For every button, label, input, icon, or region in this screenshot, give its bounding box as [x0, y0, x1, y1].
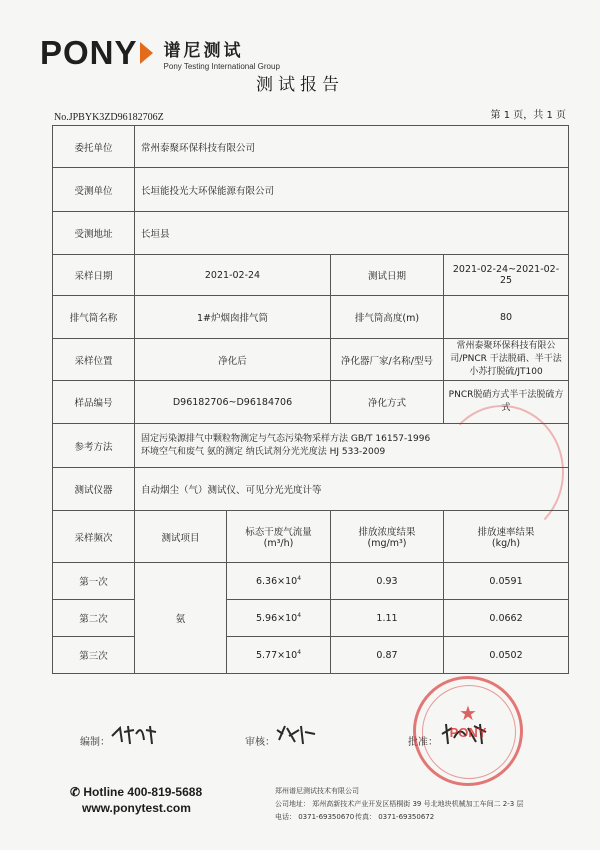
- rate-cell: 0.0591: [444, 563, 569, 600]
- sample-number-label: 样品编号: [53, 381, 135, 424]
- table-row: [53, 563, 569, 600]
- purifier-maker-label: 净化器厂家/名称/型号: [331, 339, 444, 381]
- flow-value: 6.36×10: [255, 576, 298, 588]
- flow-header: [227, 511, 331, 563]
- report-number: No.JPBYK3ZD96182706Z: [54, 112, 164, 123]
- client-value: 常州泰聚环保科技有限公司: [135, 126, 569, 168]
- sampling-date-value: 2021-02-24: [135, 255, 331, 296]
- tested-address-label: 受测地址: [53, 212, 135, 255]
- sample-number-value: D96182706~D96184706: [135, 381, 331, 424]
- table-row: [53, 600, 569, 637]
- results-header-row: [53, 511, 569, 563]
- concentration-cell: 0.87: [331, 637, 444, 674]
- concentration-header-text: 排放浓度结果: [358, 527, 416, 538]
- reference-method-label: 参考方法: [53, 424, 135, 468]
- flow-cell: [227, 563, 331, 600]
- report-table: [52, 125, 569, 674]
- website-link[interactable]: www.ponytest.com: [82, 801, 191, 815]
- reference-method-line: 固定污染源排气中颗粒物测定与气态污染物采样方法 GB/T 16157-1996: [141, 433, 431, 444]
- frequency-cell: 第一次: [53, 563, 135, 600]
- footer-company: 郑州谱尼测试技术有限公司: [275, 787, 359, 795]
- table-row: [53, 424, 569, 468]
- stack-height-value: 80: [444, 296, 569, 339]
- frequency-header: 采样频次: [53, 511, 135, 563]
- reviewer-label: 审核：: [245, 737, 275, 748]
- approver-label: 批准：: [408, 737, 438, 748]
- table-row: [53, 255, 569, 296]
- test-date-value: 2021-02-24~2021-02-25: [444, 255, 569, 296]
- flow-exponent: 4: [297, 611, 302, 619]
- logo-chinese-name: 谱尼测试: [163, 40, 244, 61]
- test-item-cell: 氨: [135, 563, 227, 674]
- rate-cell: 0.0502: [444, 637, 569, 674]
- sampling-position-label: 采样位置: [53, 339, 135, 381]
- footer-fax: 传真： 0371-69350672: [355, 813, 435, 821]
- table-row: [53, 381, 569, 424]
- flow-header-unit: (m³/h): [263, 538, 294, 549]
- flow-exponent: 4: [297, 574, 302, 582]
- concentration-cell: 1.11: [331, 600, 444, 637]
- stack-height-label: 排气筒高度(m): [331, 296, 444, 339]
- footer-phone: 电话： 0371-69350670: [275, 813, 355, 821]
- stamp-star-icon: ★: [459, 701, 477, 725]
- signature-scribble-icon: [110, 722, 160, 746]
- stack-name-label: 排气筒名称: [53, 296, 135, 339]
- compiler-signature: [110, 722, 160, 751]
- test-item-header: 测试项目: [135, 511, 227, 563]
- hotline: [70, 785, 202, 799]
- table-row: [53, 126, 569, 168]
- hotline-text: Hotline 400-819-5688: [83, 785, 203, 799]
- compiler-label: 编制：: [80, 737, 110, 748]
- flow-cell: [227, 637, 331, 674]
- reviewer-signature: [275, 722, 317, 751]
- frequency-cell: 第二次: [53, 600, 135, 637]
- rate-cell: 0.0662: [444, 600, 569, 637]
- flow-value: 5.77×10: [255, 650, 298, 662]
- sampling-date-label: 采样日期: [53, 255, 135, 296]
- tested-address-value: 长垣县: [135, 212, 569, 255]
- logo-english-name: Pony Testing International Group: [163, 61, 280, 71]
- flow-exponent: 4: [297, 648, 302, 656]
- pony-logo: [40, 34, 280, 72]
- stack-name-value: 1#炉烟囱排气筒: [135, 296, 331, 339]
- rate-header: [444, 511, 569, 563]
- frequency-cell: 第三次: [53, 637, 135, 674]
- flow-cell: [227, 600, 331, 637]
- logo-wordmark: PONY: [40, 34, 138, 71]
- footer-address: 公司地址： 郑州高新技术产业开发区梧桐街 39 号北地块机械加工车间二 2-3 层: [275, 800, 524, 808]
- table-row: [53, 296, 569, 339]
- flow-value: 5.96×10: [255, 613, 298, 625]
- stamp-logo-text: PONY: [449, 725, 487, 740]
- purifier-maker-value: 常州泰聚环保科技有限公司/PNCR 干法脱硝、半干法小苏打脱硫/JT100: [444, 339, 569, 381]
- table-row: [53, 168, 569, 212]
- purification-method-label: 净化方式: [331, 381, 444, 424]
- official-stamp: [413, 676, 523, 786]
- tested-unit-value: 长垣能投光大环保能源有限公司: [135, 168, 569, 212]
- table-row: [53, 468, 569, 511]
- logo-text: [164, 36, 280, 71]
- reference-method-line: 环境空气和废气 氨的测定 纳氏试剂分光光度法 HJ 533-2009: [141, 446, 386, 457]
- rate-header-text: 排放速率结果: [477, 527, 535, 538]
- table-row: [53, 212, 569, 255]
- purification-method-value: PNCR脱硝方式半干法脱硫方式: [444, 381, 569, 424]
- signature-scribble-icon: [275, 722, 317, 746]
- concentration-cell: 0.93: [331, 563, 444, 600]
- phone-icon: ✆: [70, 785, 84, 799]
- page-indicator: 第 1 页，共 1 页: [490, 110, 566, 121]
- concentration-header: [331, 511, 444, 563]
- rate-header-unit: (kg/h): [491, 538, 521, 549]
- sampling-position-value: 净化后: [135, 339, 331, 381]
- chevron-logo-icon: [140, 40, 154, 66]
- document-title: 测试报告: [256, 75, 344, 95]
- client-label: 委托单位: [53, 126, 135, 168]
- instrument-label: 测试仪器: [53, 468, 135, 511]
- flow-header-text: 标态干废气流量: [245, 527, 312, 538]
- table-row: [53, 339, 569, 381]
- instrument-value: 自动烟尘（气）测试仪、可见分光光度计等: [135, 468, 569, 511]
- table-row: [53, 637, 569, 674]
- test-date-label: 测试日期: [331, 255, 444, 296]
- tested-unit-label: 受测单位: [53, 168, 135, 212]
- reference-method-value: [135, 424, 569, 468]
- concentration-header-unit: (mg/m³): [367, 538, 407, 549]
